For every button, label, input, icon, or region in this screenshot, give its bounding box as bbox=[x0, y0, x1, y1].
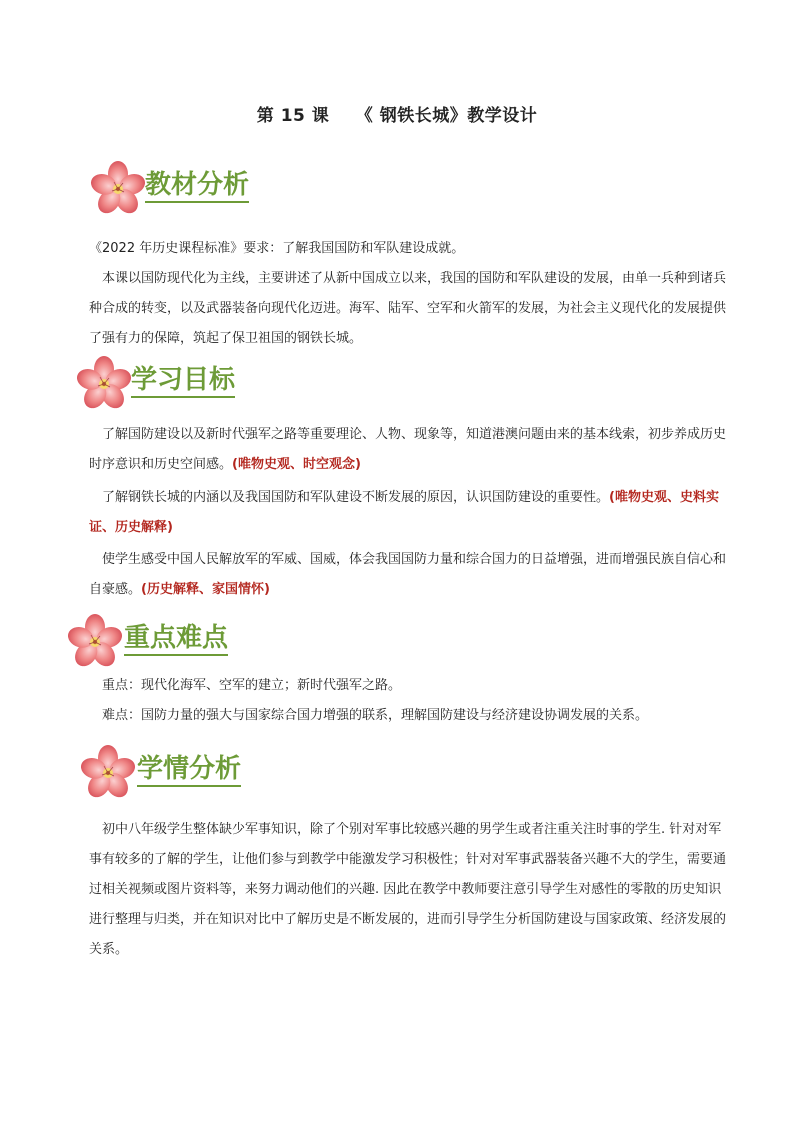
section-heading-objectives bbox=[73, 355, 273, 411]
paragraph: 《2022 年历史课程标准》要求：了解我国国防和军队建设成就。 bbox=[89, 241, 465, 256]
competency-tag: (历史解释、家国情怀) bbox=[141, 582, 270, 597]
key-point: 重点：现代化海军、空军的建立；新时代强军之路。 bbox=[102, 678, 402, 693]
objective-item bbox=[89, 545, 729, 605]
section-heading-keypoints bbox=[64, 613, 264, 669]
section-title: 教材分析 bbox=[145, 170, 249, 203]
section-title: 学习目标 bbox=[131, 365, 235, 398]
objective-text: 了解国防建设以及新时代强军之路等重要理论、人物、现象等，知道港澳问题由来的基本线索，初步养成历史时序意识和历史空间感。 bbox=[89, 427, 727, 472]
objective-text: 了解钢铁长城的内涵以及我国国防和军队建设不断发展的原因，认识国防建设的重要性。 bbox=[102, 490, 610, 505]
difficult-point: 难点：国防力量的强大与国家综合国力增强的联系，理解国防建设与经济建设协调发展的关系。 bbox=[102, 708, 649, 723]
plum-blossom-icon bbox=[77, 744, 139, 800]
competency-tag: (唯物史观、史料实证、历史解释) bbox=[89, 490, 719, 535]
objective-text: 使学生感受中国人民解放军的军威、国威，体会我国国防力量和综合国力的日益增强，进而增强民族自信心和自豪感。 bbox=[89, 552, 727, 597]
objective-item bbox=[89, 483, 729, 543]
objective-item bbox=[89, 420, 729, 480]
plum-blossom-icon bbox=[87, 160, 149, 216]
section-title: 重点难点 bbox=[124, 623, 228, 656]
competency-tag: (唯物史观、时空观念) bbox=[232, 457, 361, 472]
plum-blossom-icon bbox=[73, 355, 135, 411]
paragraph: 本课以国防现代化为主线，主要讲述了从新中国成立以来，我国的国防和军队建设的发展，由单一兵种到诸兵种合成的转变，以及武器装备向现代化迈进。海军、陆军、空军和火箭军的发展，为社会主义现代化的发展提供了强有力的保障，筑起了保卫祖国的钢铁长城。 bbox=[89, 271, 727, 346]
section-heading-students bbox=[77, 744, 277, 800]
section-heading-analysis bbox=[87, 160, 287, 216]
paragraph: 初中八年级学生整体缺少军事知识，除了个别对军事比较感兴趣的男学生或者注重关注时事的学生. 针对对军事有较多的了解的学生，让他们参与到教学中能激发学习积极性；针对对军事武器装备兴趣不大的学生，需要通过相关视频或图片资料等，来努力调动他们的兴趣. 因此在教学中教师要注意引导学生对感性的零散的历史知识进行整理与归类，并在知识对比中了解历史是不断发展的，进而引导学生分析国防建设与国家政策、经济发展的关系。 bbox=[89, 822, 727, 957]
page-title: 第 15 课 《 钢铁长城》教学设计 bbox=[256, 106, 538, 126]
section-title: 学情分析 bbox=[137, 754, 241, 787]
plum-blossom-icon bbox=[64, 613, 126, 669]
